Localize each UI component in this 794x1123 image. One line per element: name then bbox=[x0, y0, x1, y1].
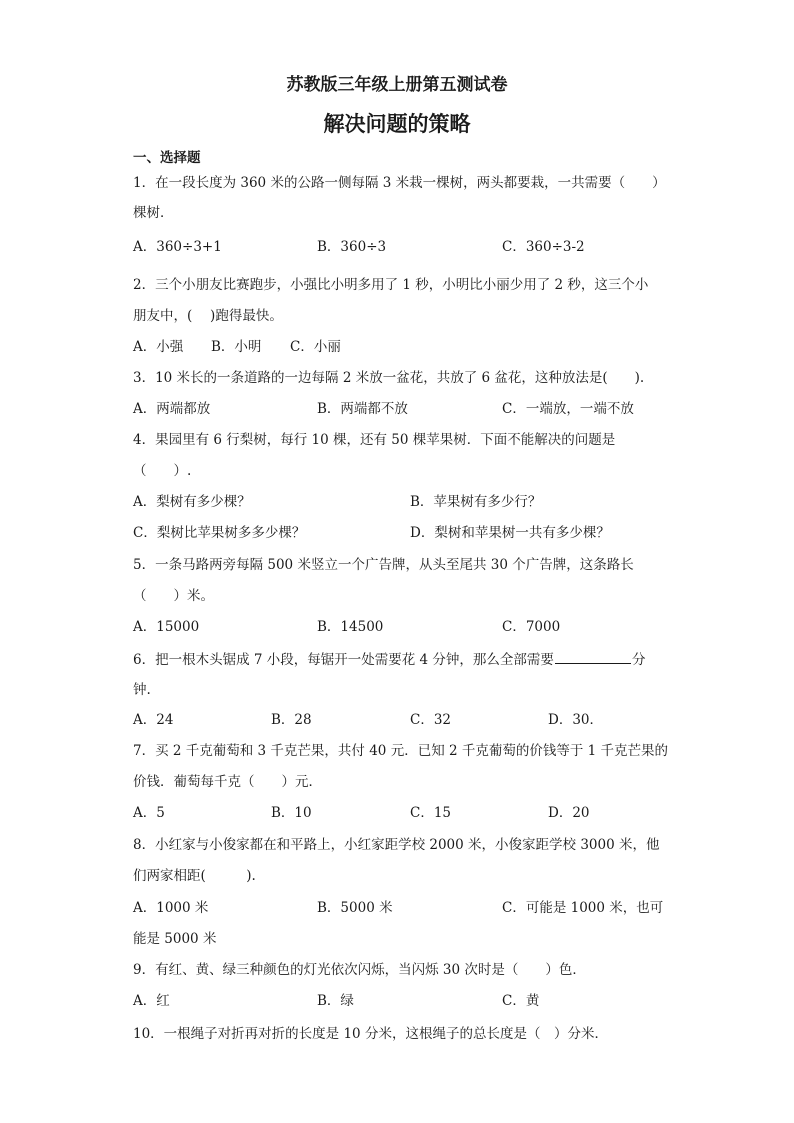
q9-option-b: B．绿 bbox=[317, 993, 354, 1009]
q8-option-c-cont: 能是 5000 米 bbox=[133, 931, 217, 947]
q3-option-b: B．两端都不放 bbox=[317, 401, 408, 417]
q2-option-a: A．小强 bbox=[133, 339, 184, 355]
question-8-line-2: 们两家相距( ). bbox=[133, 868, 256, 884]
question-2-line-1: 2．三个小朋友比赛跑步，小强比小明多用了 1 秒，小明比小丽少用了 2 秒，这三个小 bbox=[133, 277, 649, 293]
question-2-line-2: 朋友中，( )跑得最快。 bbox=[133, 308, 283, 324]
q2-option-c: C．小丽 bbox=[290, 339, 341, 355]
question-4-line-2: （ ）. bbox=[133, 463, 192, 479]
question-7-line-2: 价钱．葡萄每千克（ ）元． bbox=[133, 774, 322, 790]
q5-option-b: B．14500 bbox=[317, 619, 384, 635]
question-7-line-1: 7．买 2 千克葡萄和 3 千克芒果，共付 40 元．已知 2 千克葡萄的价钱等于 1 千克芒果的 bbox=[133, 743, 669, 759]
q8-option-c: C．可能是 1000 米，也可 bbox=[502, 900, 664, 916]
q1-option-b: B．360÷3 bbox=[317, 239, 387, 255]
question-8-line-1: 8．小红家与小俊家都在和平路上，小红家距学校 2000 米，小俊家距学校 3000 米，他 bbox=[133, 837, 660, 853]
question-9-line-1: 9．有红、黄、绿三种颜色的灯光依次闪烁，当闪烁 30 次时是（ ）色． bbox=[133, 962, 586, 978]
q9-option-c: C．黄 bbox=[502, 993, 540, 1009]
q5-option-c: C．7000 bbox=[502, 619, 561, 635]
q6-option-d: D．30． bbox=[548, 712, 604, 728]
exam-subtitle: 解决问题的策略 bbox=[323, 111, 471, 136]
q6-option-b: B．28 bbox=[271, 712, 312, 728]
exam-title: 苏教版三年级上册第五测试卷 bbox=[286, 75, 508, 95]
q1-option-a: A．360÷3+1 bbox=[133, 239, 222, 255]
answer-blank bbox=[555, 650, 631, 664]
q3-option-c: C．一端放，一端不放 bbox=[502, 401, 634, 417]
q1-option-c: C．360÷3-2 bbox=[502, 239, 585, 255]
question-1-line-1: 1．在一段长度为 360 米的公路一侧每隔 3 米栽一棵树，两头都要栽，一共需要（ ） bbox=[133, 175, 666, 191]
question-1-line-2: 棵树． bbox=[133, 205, 174, 221]
question-6-text: 6．把一根木头锯成 7 小段，每锯开一处需要花 4 分钟，那么全部需要 bbox=[133, 652, 554, 668]
question-10-line-1: 10．一根绳子对折再对折的长度是 10 分米，这根绳子的总长度是（ ）分米． bbox=[133, 1026, 608, 1042]
q9-option-a: A．红 bbox=[133, 993, 170, 1009]
question-6-line-2: 钟. bbox=[133, 682, 151, 698]
q4-option-d: D．梨树和苹果树一共有多少棵？ bbox=[410, 525, 610, 541]
q4-option-a: A．梨树有多少棵？ bbox=[133, 494, 251, 510]
question-3-line-1: 3．10 米长的一条道路的一边每隔 2 米放一盆花，共放了 6 盆花，这种放法是( ). bbox=[133, 370, 645, 386]
q4-option-c: C．梨树比苹果树多多少棵？ bbox=[133, 525, 306, 541]
q7-option-b: B．10 bbox=[271, 805, 312, 821]
question-6-unit: 分 bbox=[631, 652, 646, 668]
q5-option-a: A．15000 bbox=[133, 619, 200, 635]
q8-option-b: B．5000 米 bbox=[317, 900, 393, 916]
q7-option-a: A．5 bbox=[133, 805, 165, 821]
q7-option-c: C．15 bbox=[410, 805, 452, 821]
question-6-line-1 bbox=[133, 650, 645, 669]
q7-option-d: D．20 bbox=[548, 805, 590, 821]
section-heading: 一、选择题 bbox=[133, 150, 201, 166]
q6-option-a: A．24 bbox=[133, 712, 174, 728]
q6-option-c: C．32 bbox=[410, 712, 452, 728]
q4-option-b: B．苹果树有多少行？ bbox=[410, 494, 542, 510]
q2-option-b: B．小明 bbox=[211, 339, 262, 355]
q3-option-a: A．两端都放 bbox=[133, 401, 211, 417]
question-5-line-1: 5．一条马路两旁每隔 500 米竖立一个广告牌，从头至尾共 30 个广告牌，这条路长 bbox=[133, 557, 634, 573]
q8-option-a: A．1000 米 bbox=[133, 900, 209, 916]
question-5-line-2: （ ）米。 bbox=[133, 588, 214, 604]
question-4-line-1: 4．果园里有 6 行梨树，每行 10 棵，还有 50 棵苹果树．下面不能解决的问题是 bbox=[133, 432, 616, 448]
